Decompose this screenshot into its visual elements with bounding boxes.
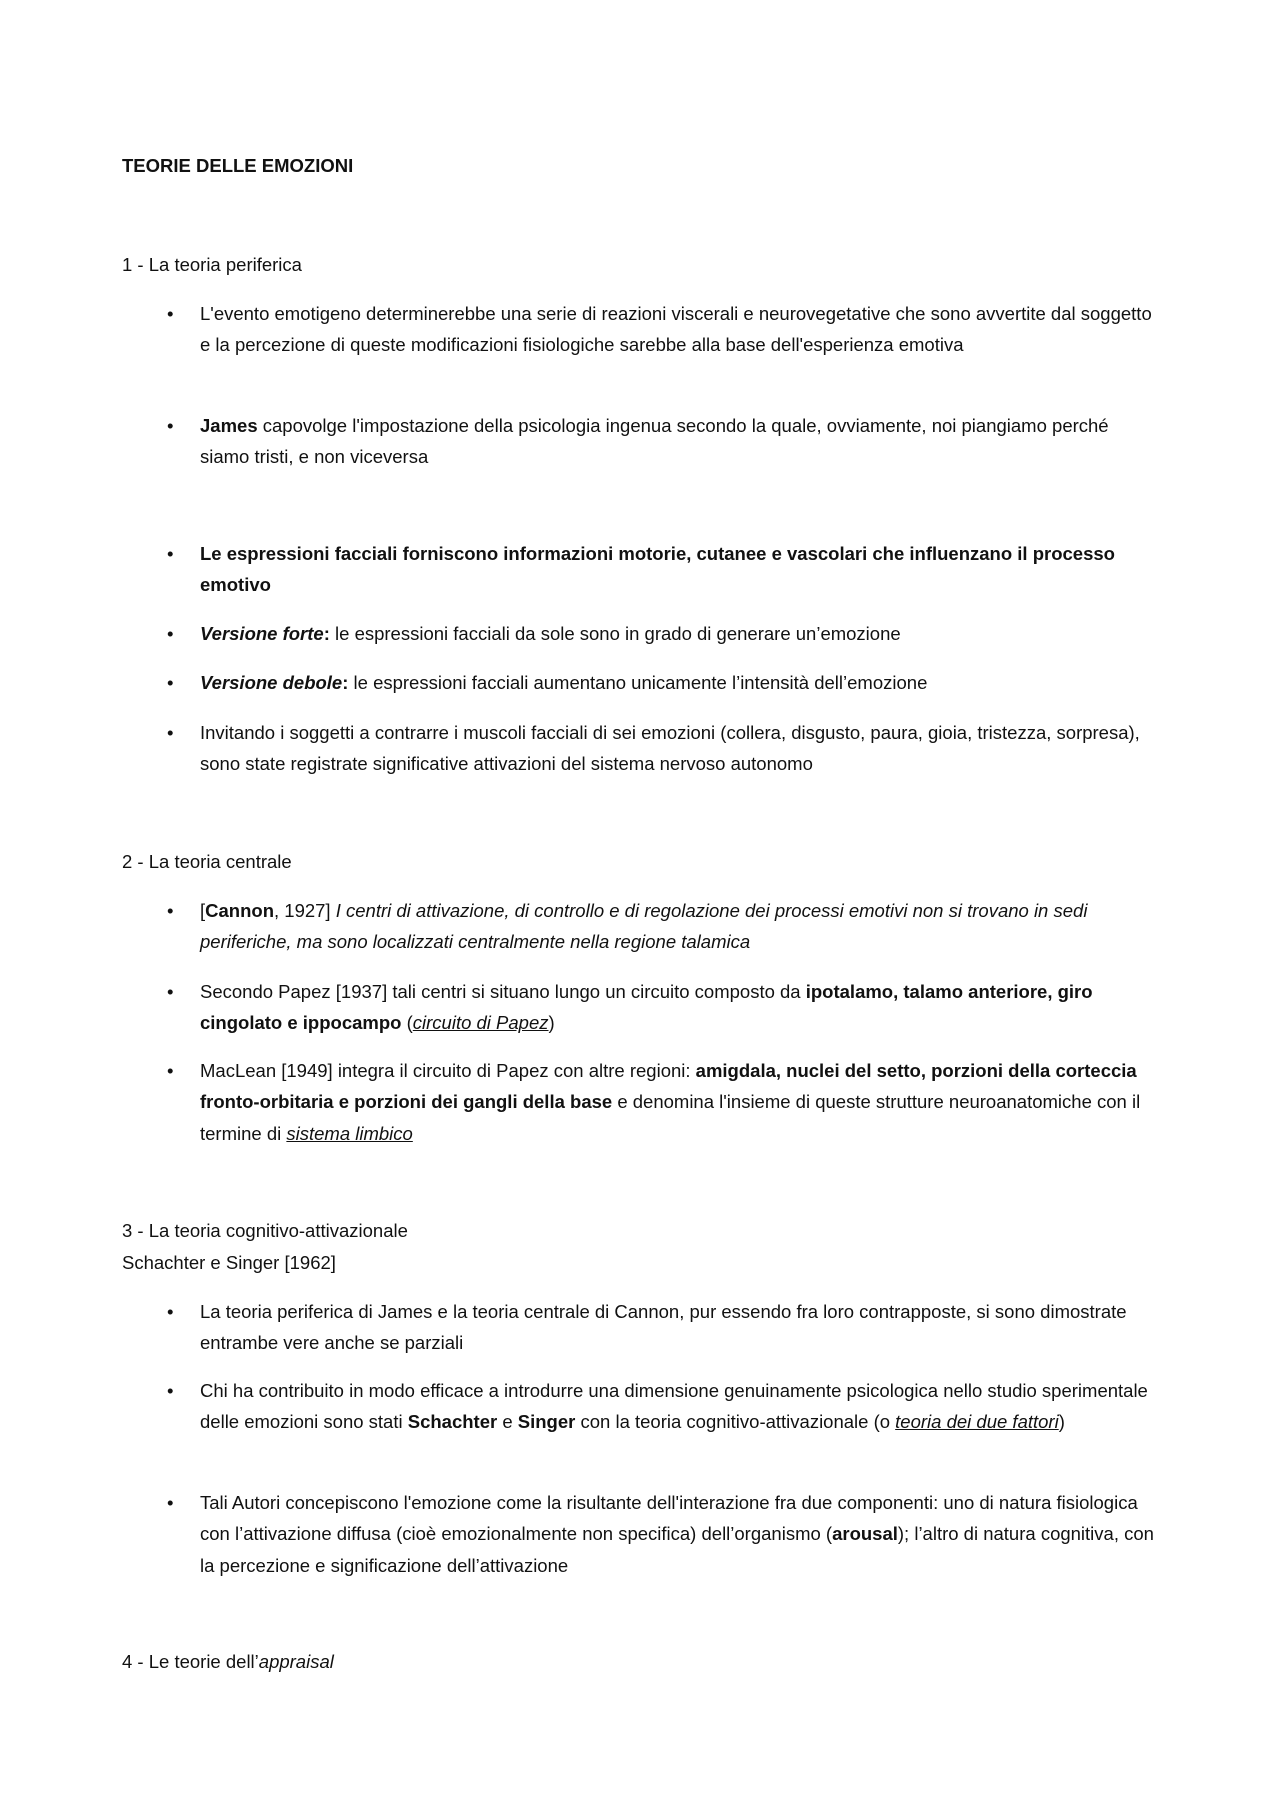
bullet-icon: • <box>167 900 174 921</box>
bullet-item <box>122 1487 1157 1581</box>
text-run: le espressioni facciali aumentano unicamente l’intensità dell’emozione <box>348 672 928 693</box>
text-run: La teoria periferica di James e la teoria centrale di Cannon, pur essendo fra loro contrapposte, si sono dimostrate entrambe vere anche se parziali <box>200 1301 1127 1354</box>
bullet-item <box>122 976 1157 1039</box>
bullet-item <box>122 298 1157 361</box>
bullet-icon: • <box>167 1492 174 1513</box>
text-run: 3 - La teoria cognitivo-attivazionale <box>122 1220 408 1241</box>
bullet-icon: • <box>167 543 174 564</box>
term-link: circuito di Papez <box>412 1012 549 1034</box>
text-run: amigdala, nuclei del setto, porzioni della corteccia fronto-orbitaria e porzioni dei gangli della base <box>200 1060 1137 1113</box>
term-link: teoria dei due fattori <box>895 1411 1059 1433</box>
bullet-item <box>122 1296 1157 1359</box>
bullet-text <box>200 667 1157 698</box>
text-run: James <box>200 415 258 436</box>
bullet-icon: • <box>167 1060 174 1081</box>
text-run: [ <box>200 900 206 921</box>
text-run: ipotalamo, talamo anteriore, giro cingolato e ippocampo <box>200 981 1093 1034</box>
text-run: arousal <box>832 1523 898 1545</box>
bullet-text <box>200 976 1157 1039</box>
text-run: Le espressioni facciali forniscono informazioni motorie, cutanee e vascolari che influenzano il processo emotivo <box>200 543 1115 596</box>
document-title: TEORIE DELLE EMOZIONI <box>122 155 354 176</box>
term-link: sistema limbico <box>286 1122 413 1144</box>
text-run: Cannon <box>205 900 274 921</box>
bullet-text <box>200 1487 1157 1581</box>
bullet-text <box>200 618 1157 649</box>
bullet-item <box>122 1375 1157 1438</box>
bullet-item <box>122 895 1157 958</box>
text-run: con la teoria cognitivo-attivazionale (o <box>575 1411 896 1433</box>
bullet-icon: • <box>167 981 174 1002</box>
bullet-text <box>200 1055 1157 1149</box>
bullet-text <box>200 1375 1157 1438</box>
text-run: L'evento emotigeno determinerebbe una serie di reazioni viscerali e neurovegetative che sono avvertite dal soggetto e la percezione di queste modificazioni fisiologiche sarebbe alla base dell'esperienza emotiva <box>200 303 1152 356</box>
text-run: Tali Autori concepiscono l'emozione come la risultante dell'interazione fra due componenti: uno di natura fisiologica con l’attivazione diffusa (cioè emozionalmente non specifica) dell’organismo ( <box>200 1492 1138 1545</box>
text-run: ) <box>1058 1411 1065 1433</box>
bullet-text <box>200 1296 1157 1359</box>
text-run: e denomina l'insieme di queste strutture neuroanatomiche con il termine di <box>200 1091 1141 1144</box>
text-run: Versione debole <box>200 672 343 693</box>
bullet-text <box>200 895 1157 958</box>
bullet-item <box>122 538 1157 601</box>
text-run: 1 - La teoria periferica <box>122 254 302 275</box>
bullet-item <box>122 717 1157 780</box>
bullet-text <box>200 298 1157 361</box>
bullet-icon: • <box>167 415 174 436</box>
text-run: Invitando i soggetti a contrarre i muscoli facciali di sei emozioni (collera, disgusto, paura, gioia, tristezza, sorpresa), sono state registrate significative attivazioni del sistema nervoso autonomo <box>200 722 1140 775</box>
text-run: capovolge l'impostazione della psicologia ingenua secondo la quale, ovviamente, noi piangiamo perché siamo tristi, e non viceversa <box>200 415 1109 468</box>
text-run: Secondo Papez [1937] tali centri si situano lungo un circuito composto da <box>200 981 806 1002</box>
bullet-text <box>200 717 1157 780</box>
text-run: , 1927] <box>274 900 336 921</box>
text-run: 4 - Le teorie dell’ <box>122 1651 259 1672</box>
text-run: MacLean [1949] integra il circuito di Papez con altre regioni: <box>200 1060 696 1081</box>
text-run: Singer <box>517 1411 576 1433</box>
bullet-icon: • <box>167 303 174 324</box>
bullet-item <box>122 618 1157 649</box>
bullet-text <box>200 538 1157 601</box>
text-run: Versione forte <box>200 623 324 644</box>
text-run: Chi ha contribuito in modo efficace a introdurre una dimensione genuinamente psicologica nello studio sperimentale delle emozioni sono stati <box>200 1380 1148 1433</box>
section-heading <box>122 1215 1162 1246</box>
text-run: I centri di attivazione, di controllo e di regolazione dei processi emotivi non si trovano in sedi periferiche, ma sono localizzati centralmente nella regione talamica <box>200 900 1088 953</box>
section-heading <box>122 1646 1162 1677</box>
text-run: e <box>497 1411 518 1433</box>
text-run: 2 - La teoria centrale <box>122 851 292 872</box>
section-heading <box>122 249 1162 280</box>
bullet-icon: • <box>167 1301 174 1322</box>
text-run: le espressioni facciali da sole sono in grado di generare un’emozione <box>329 623 901 644</box>
bullet-item <box>122 1055 1157 1149</box>
bullet-icon: • <box>167 1380 174 1401</box>
bullet-icon: • <box>167 672 174 693</box>
text-run: Schachter <box>407 1411 498 1433</box>
text-run: ) <box>548 1012 555 1034</box>
bullet-item <box>122 667 1157 698</box>
bullet-icon: • <box>167 623 174 644</box>
text-run: ); l’altro di natura cognitiva, con la percezione e significazione dell’attivazione <box>200 1523 1154 1576</box>
text-run: ( <box>401 1012 413 1034</box>
text-run: : <box>323 623 330 644</box>
bullet-icon: • <box>167 722 174 743</box>
section-subheading: Schachter e Singer [1962] <box>122 1252 336 1273</box>
section-heading <box>122 846 1162 877</box>
text-run: : <box>342 672 349 693</box>
bullet-text <box>200 410 1157 473</box>
text-run: appraisal <box>258 1651 334 1672</box>
bullet-item <box>122 410 1157 473</box>
